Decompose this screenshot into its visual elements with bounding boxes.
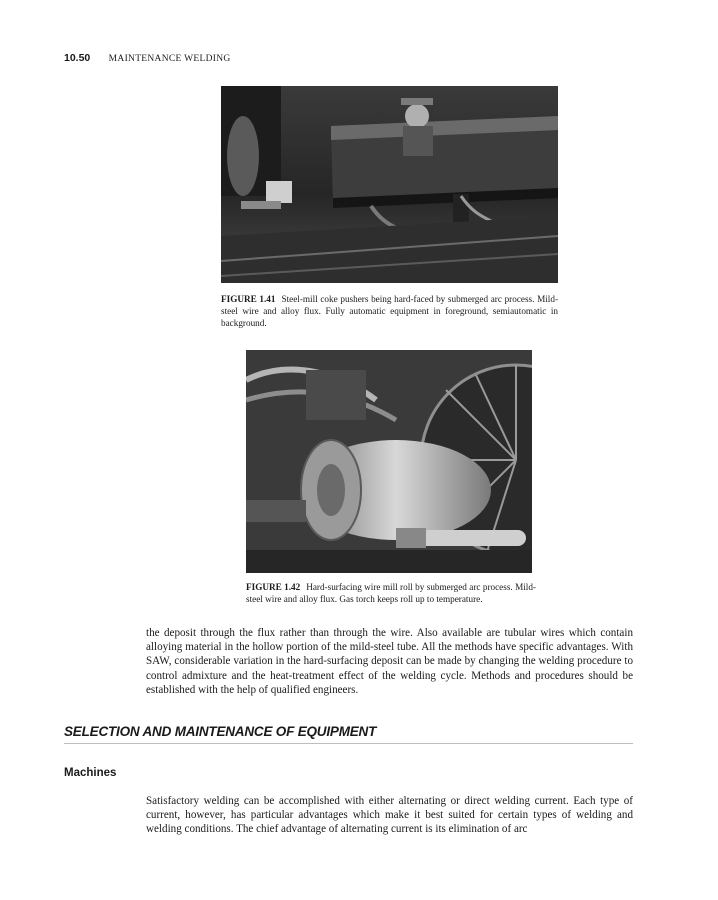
figure-caption-text: Hard-surfacing wire mill roll by submerged arc process. Mild-steel wire and alloy flux. Gas torch keeps roll up to temperature. (246, 582, 536, 604)
page-number: 10.50 (64, 52, 91, 64)
figure-caption-text: Steel-mill coke pushers being hard-faced by submerged arc process. Mild-steel wire and alloy flux. Fully automatic equipment in foreground, semiautomatic in background. (221, 294, 559, 328)
figure-1-42-photo (246, 350, 532, 573)
body-paragraph: Satisfactory welding can be accomplished with either alternating or direct welding current. Each type of current, however, has particular advantages which make it best suited for certain types of welding and welding conditions. The chief advantage of alternating current is its elimination of arc (146, 795, 633, 836)
section-heading: SELECTION AND MAINTENANCE OF EQUIPMENT (64, 724, 633, 744)
figure-1-42-caption (246, 581, 536, 605)
body-paragraph: the deposit through the flux rather than through the wire. Also available are tubular wires which contain alloying material in the hollow portion of the mild-steel tube. All the methods have specific advantages. With SAW, considerable variation in the hard-surfacing deposit can be made by changing the welding procedure to control admixture and the heat-treatment effect of the welding cycle. Methods and procedures should be established with the help of qualified engineers. (146, 627, 633, 696)
subsection-heading: Machines (64, 767, 117, 779)
figure-label: FIGURE 1.42 (246, 582, 301, 592)
page-header (64, 52, 231, 64)
figure-1-41-photo (221, 86, 558, 283)
figure-1-41-caption (221, 293, 558, 329)
running-title: MAINTENANCE WELDING (108, 54, 231, 64)
figure-label: FIGURE 1.41 (221, 294, 276, 304)
